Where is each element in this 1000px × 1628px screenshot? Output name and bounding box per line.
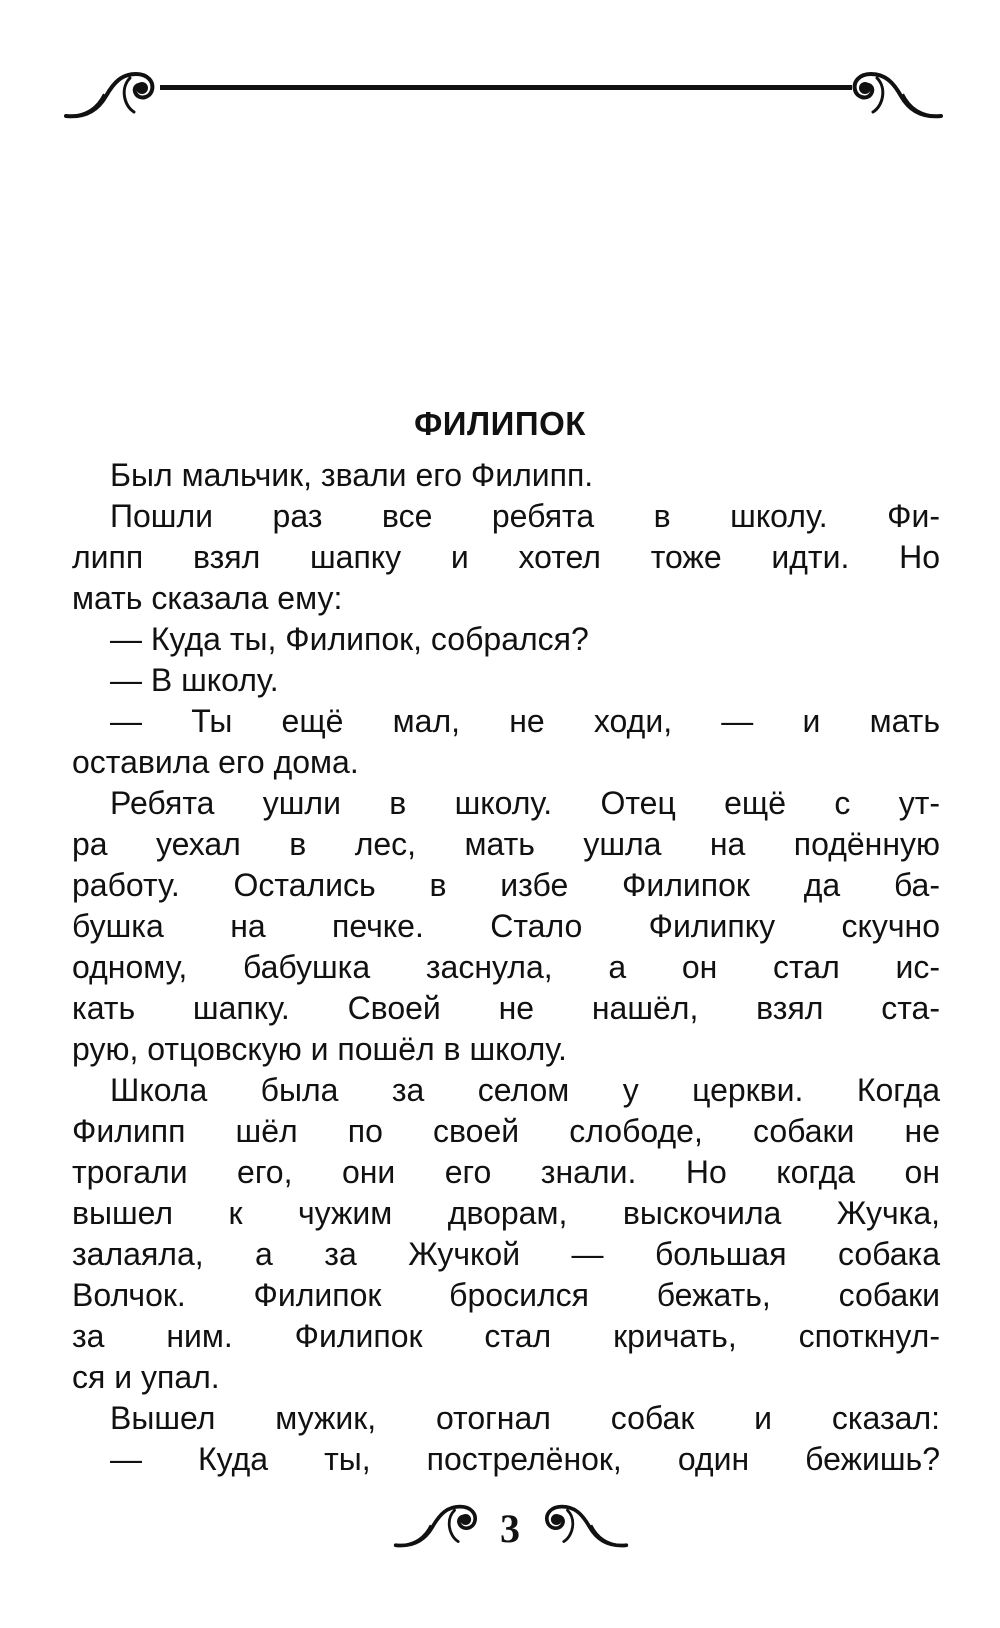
top-left-swirl-icon [62, 66, 162, 122]
footer-left-swirl-icon [392, 1497, 484, 1553]
text-line: — Куда ты, Филипок, собрался? [110, 621, 589, 657]
text-line: залаяла, а за Жучкой — большая собака [72, 1236, 940, 1272]
text-line: ра уехал в лес, мать ушла на подённую [72, 826, 940, 862]
text-line: работу. Остались в избе Филипок да ба- [72, 867, 940, 903]
top-rule [160, 85, 852, 90]
text-line: Вышел мужик, отогнал собак и сказал: [110, 1400, 940, 1436]
text-line: ся и упал. [72, 1359, 220, 1395]
text-line: Пошли раз все ребята в школу. Фи- [110, 498, 940, 534]
text-line: Филипп шёл по своей слободе, собаки не [72, 1113, 940, 1149]
text-line: Школа была за селом у церкви. Когда [110, 1072, 940, 1108]
story-body [72, 455, 940, 1480]
text-line: липп взял шапку и хотел тоже идти. Но [72, 539, 940, 575]
text-line: — Ты ещё мал, не ходи, — и мать [110, 703, 940, 739]
text-line: — Куда ты, пострелёнок, один бежишь? [110, 1441, 940, 1477]
text-line: кать шапку. Своей не нашёл, взял ста- [72, 990, 940, 1026]
story-title: ФИЛИПОК [414, 405, 586, 442]
text-line: трогали его, они его знали. Но когда он [72, 1154, 940, 1190]
text-line: одному, бабушка заснула, а он стал ис- [72, 949, 940, 985]
page-number: 3 [500, 1506, 520, 1551]
text-line: бушка на печке. Стало Филипку скучно [72, 908, 940, 944]
text-line: — В школу. [110, 662, 279, 698]
footer-right-swirl-icon [538, 1497, 630, 1553]
text-line: за ним. Филипок стал кричать, споткнул- [72, 1318, 940, 1354]
text-line: мать сказала ему: [72, 580, 343, 616]
text-line: оставила его дома. [72, 744, 359, 780]
text-line: вышел к чужим дворам, выскочила Жучка, [72, 1195, 940, 1231]
text-line: рую, отцовскую и пошёл в школу. [72, 1031, 567, 1067]
top-right-swirl-icon [845, 66, 945, 122]
text-line: Был мальчик, звали его Филипп. [110, 457, 594, 493]
text-line: Волчок. Филипок бросился бежать, собаки [72, 1277, 940, 1313]
text-line: Ребята ушли в школу. Отец ещё с ут- [110, 785, 940, 821]
